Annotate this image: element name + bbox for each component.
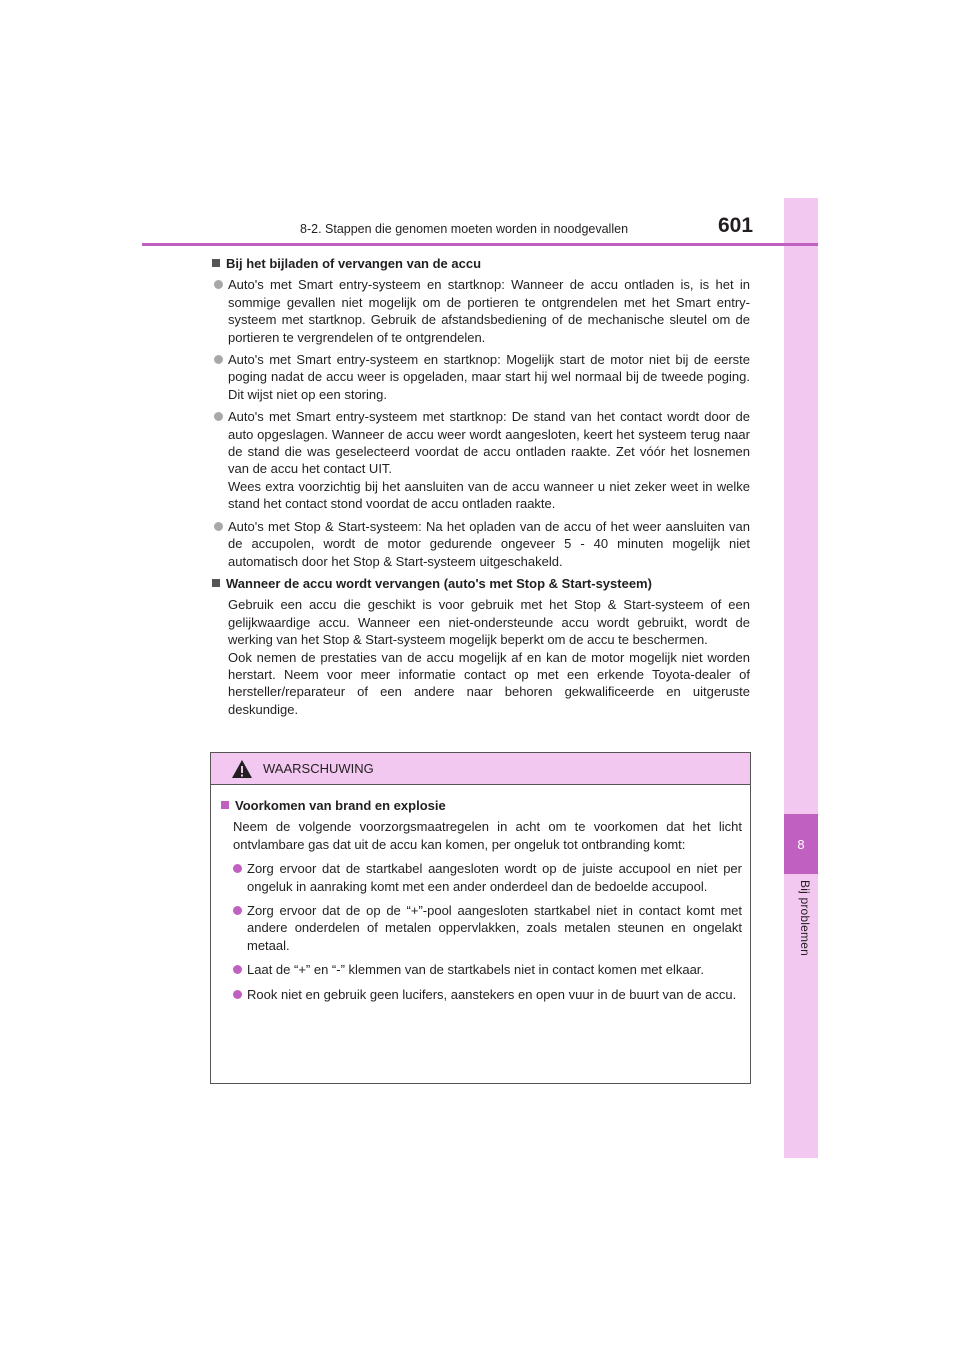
warning-body <box>211 785 750 1003</box>
main-content <box>210 255 750 722</box>
list-item-text: Auto's met Smart entry-systeem en startknop: Mogelijk start de motor niet bij de eerste poging nadat de accu weer is opgeladen, maar start hij wel normaal bij de tweede poging. Dit wijst niet op een storing. <box>228 352 750 402</box>
list-item <box>210 518 750 570</box>
circle-bullet-icon <box>233 906 242 915</box>
paragraph: Gebruik een accu die geschikt is voor gebruik met het Stop & Start-systeem of een gelijkwaardige accu. Wanneer een niet-ondersteunde accu wordt gebruikt, wordt de werking van het Stop & Start-systeem mogelijk beperkt om de accu te beschermen. <box>228 597 750 648</box>
list-item-text: Zorg ervoor dat de startkabel aangesloten wordt op de juiste accupool en niet per ongeluk in aanraking komt met een ander onderdeel dan de bedoelde accupool. <box>247 861 742 894</box>
warning-header <box>211 753 750 785</box>
circle-bullet-icon <box>214 355 223 364</box>
list-item <box>210 276 750 346</box>
circle-bullet-icon <box>214 522 223 531</box>
chapter-label: Bij problemen <box>798 880 812 956</box>
warning-heading <box>219 797 742 814</box>
list-item-text: Zorg ervoor dat de op de “+”-pool aangesloten startkabel niet in contact komt met andere onderdelen of metalen oppervlakken, zoals metalen steunen en ongelakt metaal. <box>247 903 742 953</box>
square-bullet-icon <box>212 579 220 587</box>
circle-bullet-icon <box>233 864 242 873</box>
warning-list-item <box>219 860 742 895</box>
list-item-text: Laat de “+” en “-” klemmen van de startkabels niet in contact komen met elkaar. <box>247 962 705 978</box>
paragraph: Ook nemen de prestaties van de accu mogelijk af en kan de motor mogelijk niet worden herstart. Neem voor meer informatie contact op met een erkende Toyota-dealer of hersteller/reparateur of een andere naar behoren gekwalificeerde en uitgeruste deskundige. <box>228 649 750 717</box>
warning-list-item <box>219 961 742 978</box>
section-heading <box>210 575 750 592</box>
section-heading-text: Bij het bijladen of vervangen van de accu <box>226 256 482 271</box>
warning-list-item <box>219 902 742 954</box>
circle-bullet-icon <box>214 412 223 421</box>
chapter-side-tab <box>784 198 818 1158</box>
circle-bullet-icon <box>233 965 242 974</box>
list-item-text: Auto's met Smart entry-systeem en startknop: Wanneer de accu ontladen is, is het in sommige gevallen niet mogelijk om de portieren te ontgrendelen met het Smart entry-systeem met startknop. Gebruik de afstandsbediening of de mechanische sleutel om de portieren te vergrendelen of te ontgrendelen. <box>228 277 750 345</box>
circle-bullet-icon <box>233 990 242 999</box>
list-item-text-extra: Wees extra voorzichtig bij het aansluiten van de accu wanneer u niet zeker weet in welke stand het contact stond voordat de accu ontladen raakte. <box>228 478 750 512</box>
warning-box <box>210 752 751 1084</box>
header-rule <box>142 243 818 246</box>
section-heading <box>210 255 750 272</box>
square-bullet-icon <box>212 259 220 267</box>
warning-list-item <box>219 986 742 1003</box>
list-item-text: Auto's met Smart entry-systeem met startknop: De stand van het contact wordt door de auto opgeslagen. Wanneer de accu weer wordt aangesloten, keert het systeem terug naar de stand die was geselecteerd voordat de accu ontladen raakte. Zet vóór het losnemen van de accu het contact UIT. <box>228 409 750 477</box>
warning-intro: Neem de volgende voorzorgsmaatregelen in acht om te voorkomen dat het licht ontvlambare gas dat uit de accu kan komen, per ongeluk tot ontbranding komt: <box>233 819 742 852</box>
square-bullet-icon <box>221 801 229 809</box>
list-item-text: Auto's met Stop & Start-systeem: Na het opladen van de accu of het weer aansluiten van de accupolen, wordt de motor gedurende ongeveer 5 - 40 minuten mogelijk niet automatisch door het Stop & Start-systeem uitgeschakeld. <box>228 518 750 569</box>
list-item <box>210 351 750 403</box>
list-item-text-group <box>228 408 750 512</box>
section-title: 8-2. Stappen die genomen moeten worden in noodgevallen <box>300 222 629 236</box>
chapter-number: 8 <box>784 814 818 874</box>
page-number: 601 <box>718 214 754 237</box>
warning-title: WAARSCHUWING <box>263 761 374 776</box>
warning-triangle-icon <box>231 759 253 779</box>
warning-heading-text: Voorkomen van brand en explosie <box>235 798 446 813</box>
section-heading-text: Wanneer de accu wordt vervangen (auto's met Stop & Start-systeem) <box>226 575 652 591</box>
circle-bullet-icon <box>214 280 223 289</box>
list-item-text: Rook niet en gebruik geen lucifers, aanstekers en open vuur in de buurt van de accu. <box>247 986 737 1002</box>
list-item <box>210 408 750 512</box>
